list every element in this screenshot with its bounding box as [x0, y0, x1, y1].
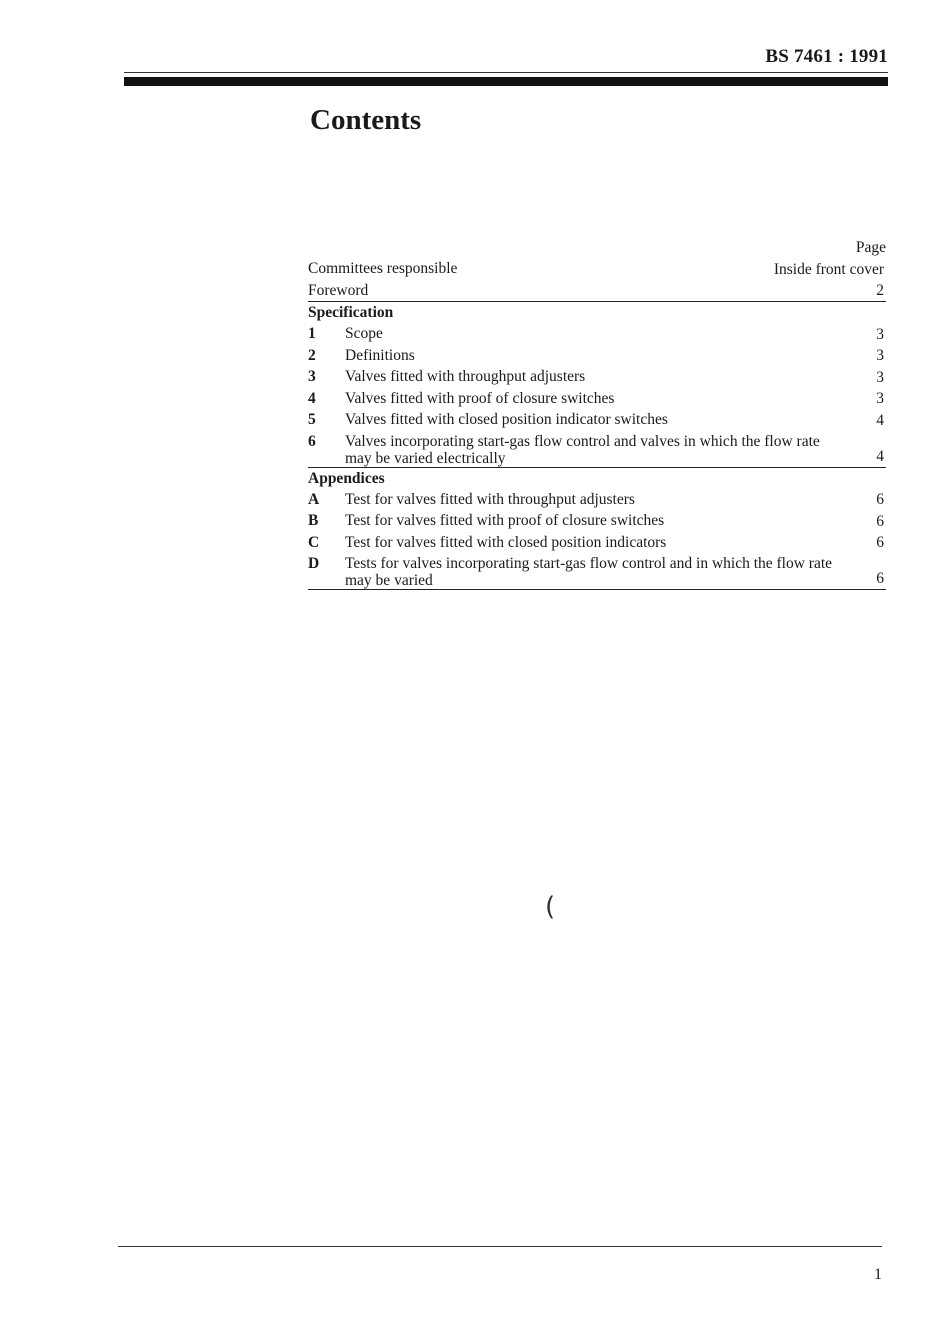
section-heading-specification: Specification — [308, 304, 394, 321]
toc-entry-title: Scope — [345, 325, 383, 342]
header-thin-rule — [124, 72, 888, 73]
clause-number: 5 — [308, 411, 316, 428]
toc-row[interactable] — [308, 532, 886, 554]
toc-row[interactable] — [308, 510, 886, 532]
toc-entry-title: Test for valves fitted with throughput adjusters — [345, 490, 635, 508]
toc-row[interactable] — [308, 431, 886, 467]
toc-entry-title: Foreword — [308, 281, 369, 299]
toc-row[interactable] — [308, 489, 886, 511]
appendix-letter: C — [308, 533, 320, 551]
toc-row-committees[interactable] — [308, 258, 886, 280]
table-of-contents — [308, 238, 886, 590]
toc-entry-page: 6 — [876, 512, 884, 530]
toc-row[interactable] — [308, 366, 886, 388]
page-title: Contents — [310, 104, 422, 136]
toc-entry-title: Valves fitted with proof of closure switches — [345, 389, 615, 407]
standard-number: BS 7461 : 1991 — [765, 46, 888, 67]
footer-page-number: 1 — [874, 1266, 882, 1283]
toc-row[interactable] — [308, 553, 886, 589]
toc-entry-title: Valves fitted with throughput adjusters — [345, 368, 586, 385]
toc-entry-page: 3 — [876, 390, 884, 407]
appendix-letter: B — [308, 512, 319, 529]
toc-row[interactable] — [308, 409, 886, 431]
header-thick-rule — [124, 77, 888, 86]
clause-number: 3 — [308, 368, 316, 385]
toc-entry-page: 6 — [876, 491, 884, 508]
toc-entry-page: 3 — [876, 347, 884, 364]
clause-number: 4 — [308, 389, 316, 407]
toc-entry-page: 4 — [876, 411, 884, 429]
toc-entry-page: 6 — [876, 570, 884, 587]
footer-rule — [118, 1246, 882, 1247]
toc-entry-title: Test for valves fitted with closed position indicators — [345, 533, 667, 551]
toc-entry-page: 2 — [876, 282, 884, 299]
section-heading-appendices: Appendices — [308, 469, 385, 487]
toc-bottom-rule — [308, 589, 886, 590]
toc-entry-page: 3 — [876, 325, 884, 343]
toc-entry-title: Valves incorporating start-gas flow control and valves in which the flow rate may be varied electrically — [345, 432, 820, 467]
appendix-letter: A — [308, 490, 320, 508]
toc-entry-title: Valves fitted with closed position indicator switches — [345, 411, 668, 428]
clause-number: 2 — [308, 346, 316, 364]
stray-scan-mark: ( — [545, 892, 556, 922]
toc-row-foreword[interactable] — [308, 280, 886, 302]
toc-entry-page: Inside front cover — [773, 260, 884, 278]
toc-entry-title: Test for valves fitted with proof of closure switches — [345, 512, 665, 529]
toc-entry-page: 4 — [876, 447, 884, 465]
toc-row[interactable] — [308, 323, 886, 345]
toc-entry-page: 6 — [876, 534, 884, 551]
page-column-heading: Page — [855, 239, 886, 256]
appendix-letter: D — [308, 555, 320, 572]
toc-row[interactable] — [308, 345, 886, 367]
toc-entry-title: Definitions — [345, 346, 415, 364]
toc-entry-title: Tests for valves incorporating start-gas flow control and in which the flow rate may be varied — [345, 555, 833, 589]
toc-row[interactable] — [308, 388, 886, 410]
toc-entry-page: 3 — [876, 368, 884, 386]
clause-number: 1 — [308, 325, 316, 342]
clause-number: 6 — [308, 432, 316, 450]
toc-entry-title: Committees responsible — [308, 260, 458, 277]
